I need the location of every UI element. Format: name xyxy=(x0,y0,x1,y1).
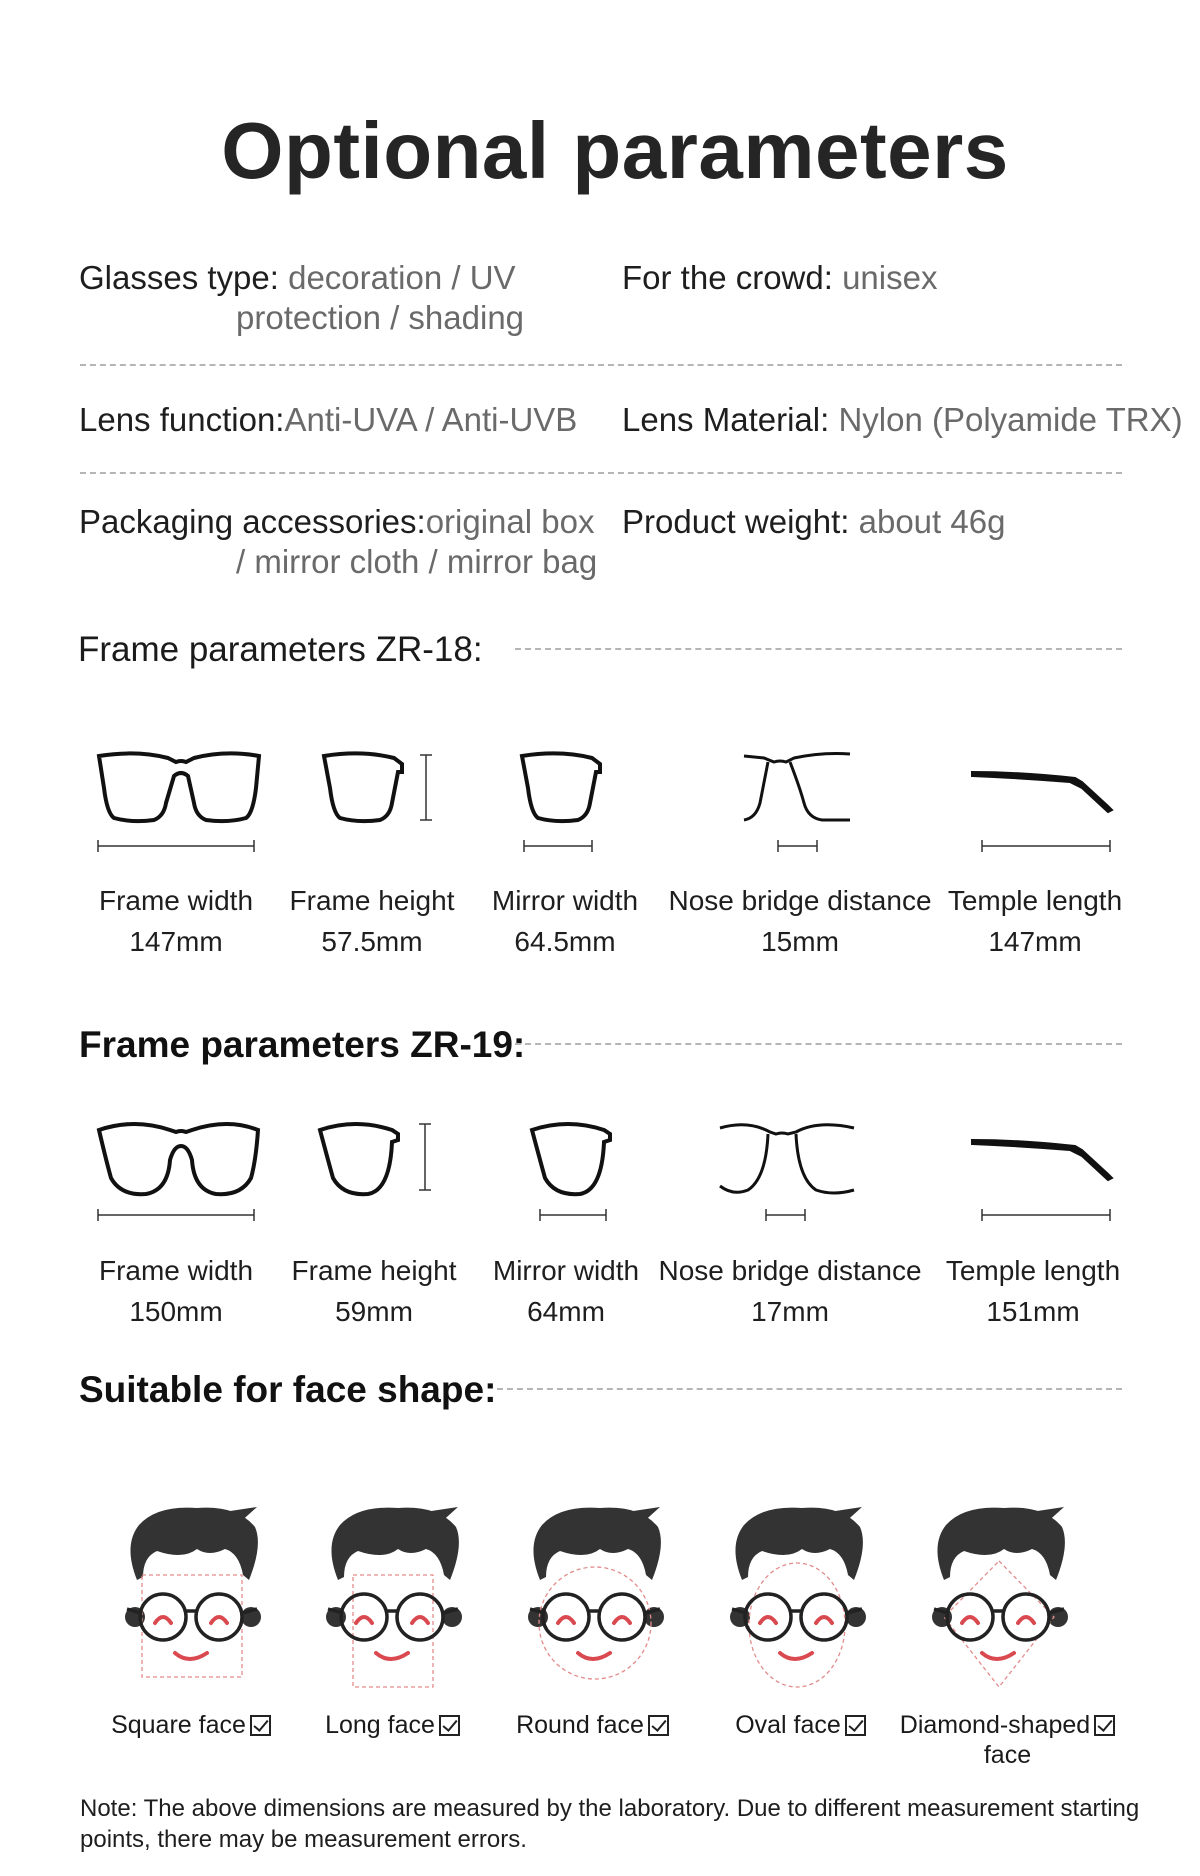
face-label-oval xyxy=(708,1710,893,1740)
frame-width-icon xyxy=(96,748,266,858)
param-label: Mirror width xyxy=(492,1255,640,1286)
param-value: 17mm xyxy=(751,1296,829,1327)
temple-length-icon xyxy=(970,1120,1120,1230)
spec-label: For the crowd: xyxy=(622,259,843,296)
param-value: 64mm xyxy=(527,1296,605,1327)
face-label-square xyxy=(96,1710,286,1740)
zr18-mirror-width xyxy=(475,880,655,962)
param-label: Nose bridge distance xyxy=(658,1255,922,1286)
spec-value: decoration / UV xyxy=(288,259,516,296)
zr19-mirror-width xyxy=(476,1250,656,1332)
param-value: 151mm xyxy=(986,1296,1080,1327)
param-label: Temple length xyxy=(947,885,1123,916)
face-label-text: Diamond-shaped xyxy=(899,1711,1091,1739)
frame-width-icon xyxy=(96,1120,266,1230)
spec-value-cont: protection / shading xyxy=(236,299,525,336)
divider xyxy=(515,1043,1122,1045)
spec-value: Anti-UVA / Anti-UVB xyxy=(284,401,578,438)
spec-value: Nylon (Polyamide TRX) xyxy=(838,401,1183,438)
long-face-icon xyxy=(318,1505,468,1680)
square-face-icon xyxy=(117,1505,267,1680)
spec-value: original box xyxy=(425,503,595,540)
footnote: Note: The above dimensions are measured by the laboratory. Due to different measurement starting points, there may be measurement errors. xyxy=(80,1795,1140,1853)
spec-value-cont: / mirror cloth / mirror bag xyxy=(236,543,598,580)
face-label-long xyxy=(300,1710,485,1740)
param-label: Frame height xyxy=(291,1255,457,1286)
zr18-nose-bridge xyxy=(665,880,935,962)
spec-label: Glasses type: xyxy=(79,259,289,296)
divider xyxy=(497,1388,1122,1390)
spec-value: unisex xyxy=(842,259,938,296)
checkbox-icon xyxy=(845,1715,866,1736)
divider xyxy=(80,364,1122,366)
spec-label: Lens Material: xyxy=(622,401,839,438)
param-value: 147mm xyxy=(129,926,223,957)
param-value: 64.5mm xyxy=(514,926,616,957)
face-label-diamond xyxy=(880,1710,1135,1770)
param-label: Temple length xyxy=(945,1255,1121,1286)
mirror-width-icon xyxy=(520,748,610,858)
param-label: Mirror width xyxy=(491,885,639,916)
param-label: Frame width xyxy=(98,1255,254,1286)
param-value: 147mm xyxy=(988,926,1082,957)
param-value: 150mm xyxy=(129,1296,223,1327)
nose-bridge-icon xyxy=(718,1120,858,1230)
zr19-temple-length xyxy=(938,1250,1128,1332)
zr18-frame-width xyxy=(86,880,266,962)
checkbox-icon xyxy=(648,1715,669,1736)
zr19-frame-height xyxy=(284,1250,464,1332)
param-label: Nose bridge distance xyxy=(668,885,932,916)
face-label-text: Round face xyxy=(516,1711,644,1739)
temple-length-icon xyxy=(970,748,1120,858)
spec-crowd xyxy=(622,258,937,298)
frame-height-icon xyxy=(318,1120,438,1210)
oval-face-icon xyxy=(722,1505,872,1680)
zr18-temple-length xyxy=(940,880,1130,962)
face-label-text: Oval face xyxy=(735,1711,841,1739)
spec-weight xyxy=(622,502,1005,542)
zr19-frame-width xyxy=(86,1250,266,1332)
zr19-nose-bridge xyxy=(655,1250,925,1332)
divider xyxy=(80,472,1122,474)
param-value: 15mm xyxy=(761,926,839,957)
page-title: Optional parameters xyxy=(221,106,1009,195)
mirror-width-icon xyxy=(530,1120,620,1230)
checkbox-icon xyxy=(250,1715,271,1736)
checkbox-icon xyxy=(439,1715,460,1736)
spec-glasses-type xyxy=(79,258,524,338)
param-label: Frame height xyxy=(289,885,455,916)
spec-label: Product weight: xyxy=(622,503,859,540)
zr19-heading: Frame parameters ZR-19: xyxy=(79,1024,526,1065)
round-face-icon xyxy=(520,1505,670,1680)
face-label-text-cont: face xyxy=(983,1741,1032,1769)
nose-bridge-icon xyxy=(742,748,857,858)
checkbox-icon xyxy=(1094,1715,1115,1736)
spec-label: Lens function: xyxy=(79,401,285,438)
spec-label: Packaging accessories: xyxy=(79,503,426,540)
zr18-frame-height xyxy=(282,880,462,962)
param-label: Frame width xyxy=(98,885,254,916)
param-value: 59mm xyxy=(335,1296,413,1327)
frame-height-icon xyxy=(322,748,437,833)
divider xyxy=(515,648,1122,650)
spec-value: about 46g xyxy=(858,503,1006,540)
face-shape-heading: Suitable for face shape: xyxy=(79,1369,497,1410)
diamond-face-icon xyxy=(924,1505,1074,1690)
zr18-heading: Frame parameters ZR-18: xyxy=(78,630,483,669)
spec-lens-function xyxy=(79,400,577,440)
param-value: 57.5mm xyxy=(321,926,423,957)
spec-lens-material xyxy=(622,400,1183,440)
spec-packaging xyxy=(79,502,597,582)
face-label-text: Square face xyxy=(111,1711,246,1739)
face-label-round xyxy=(500,1710,685,1740)
face-label-text: Long face xyxy=(325,1711,435,1739)
